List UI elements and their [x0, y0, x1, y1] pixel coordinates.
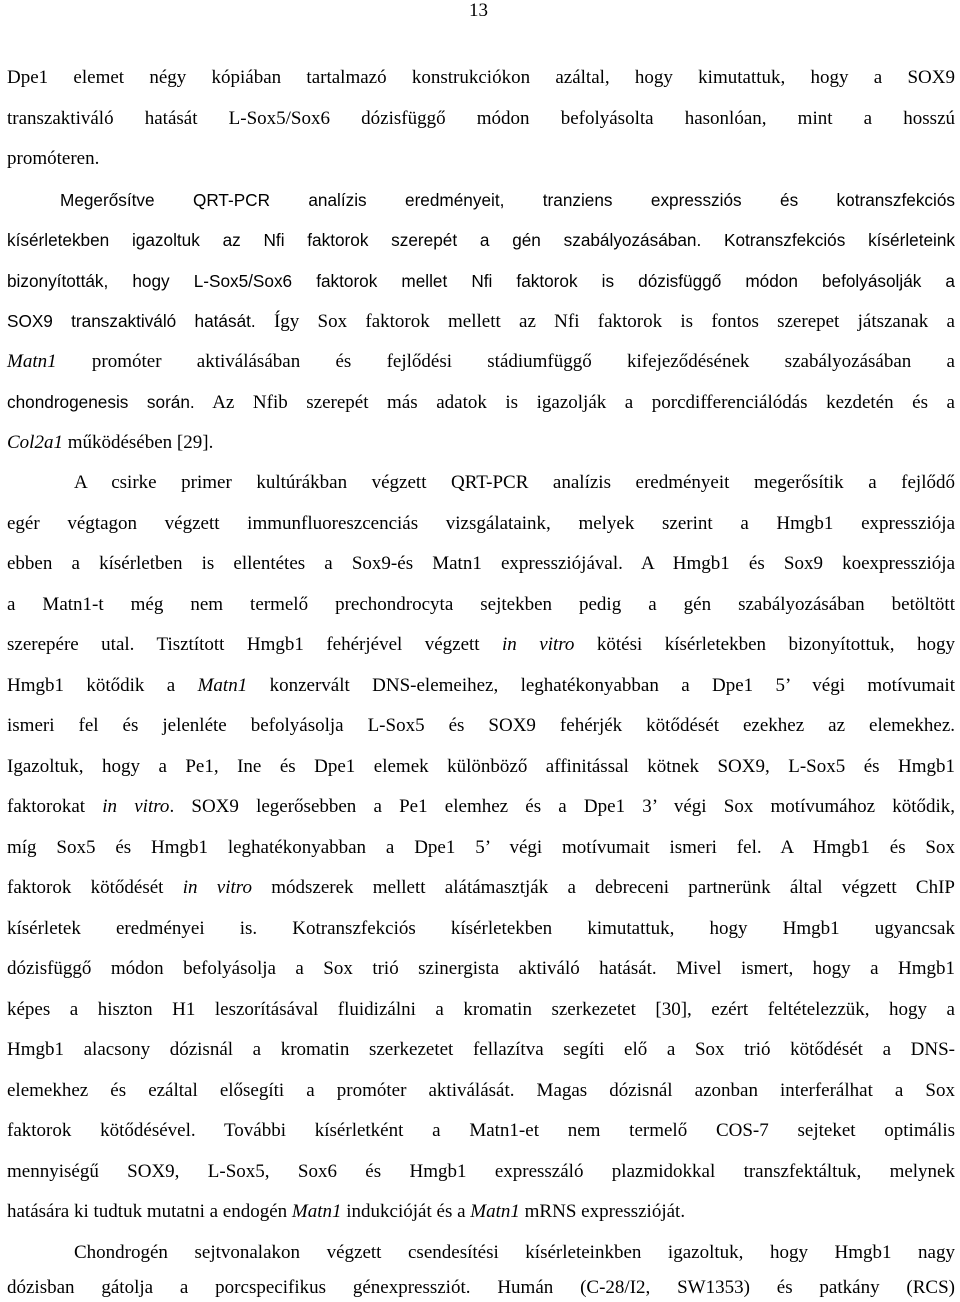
text-line: [7, 674, 955, 698]
text-line: [7, 957, 955, 981]
text-segment: Chondrogén sejtvonalakon végzett csendesítési kísérleteinkben igazoltuk, hogy Hmgb1 nagy: [74, 1242, 955, 1263]
text-segment: képes a hiszton H1 leszorításával fluidizálni a kromatin szerkezetet [30], ezért feltételezzük, hogy a: [7, 999, 955, 1020]
page-number: 13: [469, 0, 488, 21]
text-line: [7, 228, 955, 252]
italic-gene-name: Matn1: [470, 1201, 520, 1222]
text-line: [7, 147, 955, 171]
text-line: [7, 309, 955, 333]
text-line: [7, 1038, 955, 1062]
text-segment: Igazoltuk, hogy a Pe1, Ine és Dpe1 elemek különböző affinitással kötnek SOX9, L-Sox5 és Hmgb1: [7, 756, 955, 777]
text-line: [7, 431, 955, 455]
text-line: [7, 633, 955, 657]
text-segment: transzaktiváló hatását L-Sox5/Sox6 dózisfüggő módon befolyásolta hasonlóan, mint a hosszú: [7, 108, 955, 129]
italic-term: in vitro: [502, 634, 575, 655]
text-line: [7, 1160, 955, 1184]
text-segment: bizonyították, hogy L-Sox5/Sox6 faktorok mellet Nfi faktorok is dózisfüggő módon befolyásolják a: [7, 271, 955, 291]
italic-gene-name: Col2a1: [7, 432, 63, 453]
text-segment: Az Nfib szerepét más adatok is igazolják a porcdifferenciálódás kezdetén és a: [194, 392, 955, 413]
italic-gene-name: Matn1: [7, 351, 57, 372]
text-segment: hatására ki tudtuk mutatni a endogén: [7, 1201, 292, 1222]
text-segment: faktorok kötődését: [7, 877, 183, 898]
italic-gene-name: Matn1: [197, 675, 248, 696]
text-segment: kísérletek eredményei is. Kotranszfekciós kísérletekben kimutattuk, hogy Hmgb1 ugyancsak: [7, 918, 955, 939]
text-segment: Így Sox faktorok mellett az Nfi faktorok is fontos szerepet játszanak a: [255, 311, 955, 332]
text-segment: faktorok kötődésével. További kísérletként a Matn1-et nem termelő COS-7 sejteket optimális: [7, 1120, 955, 1141]
text-segment: promóteren.: [7, 148, 100, 169]
italic-gene-name: Matn1: [291, 1201, 342, 1222]
text-segment: chondrogenesis során.: [7, 392, 195, 412]
text-segment: dózisban gátolja a porcspecifikus génexpressziót. Humán (C-28/I2, SW1353) és patkány (RCS): [7, 1277, 955, 1298]
text-line: [7, 1276, 955, 1300]
text-segment: mRNS expresszióját.: [519, 1201, 686, 1222]
text-segment: elemekhez és ezáltal elősegíti a promóter aktiválását. Magas dózisnál azonban interferálhat a Sox: [7, 1080, 955, 1101]
text-line: [7, 1119, 955, 1143]
text-segment: dózisfüggő módon befolyásolja a Sox trió szinergista aktiváló hatását. Mivel ismert, hogy a Hmgb1: [7, 958, 955, 979]
text-line: [7, 66, 955, 90]
text-line: [60, 188, 955, 212]
text-segment: működésében [29].: [62, 432, 214, 453]
text-segment: Hmgb1 alacsony dózisnál a kromatin szerkezetet fellazítva segíti elő a Sox trió kötődését a DNS-: [7, 1039, 955, 1060]
text-line: [7, 390, 955, 414]
text-line: [7, 795, 955, 819]
text-line: [7, 1079, 955, 1103]
text-segment: mennyiségű SOX9, L-Sox5, Sox6 és Hmgb1 expresszáló plazmidokkal transzfektáltuk, melynek: [7, 1161, 955, 1182]
text-segment: ismeri fel és jelenléte befolyásolja L-Sox5 és SOX9 fehérjék kötődését ezekhez az elemekhez.: [7, 715, 955, 736]
text-segment: Megerősítve QRT-PCR analízis eredményeit, tranziens expressziós és kotranszfekciós: [60, 190, 955, 210]
text-segment: míg Sox5 és Hmgb1 leghatékonyabban a Dpe1 5’ végi motívumait ismeri fel. A Hmgb1 és Sox: [7, 837, 955, 858]
text-line: [7, 917, 955, 941]
text-line: [74, 471, 955, 495]
text-line: [7, 998, 955, 1022]
text-segment: SOX9 transzaktiváló hatását.: [7, 311, 256, 331]
text-segment: kísérletekben igazoltuk az Nfi faktorok szerepét a gén szabályozásában. Kotranszfekciós kísérleteink: [7, 230, 955, 250]
text-segment: faktorokat: [7, 796, 103, 817]
italic-term: in vitro: [182, 877, 252, 898]
text-line: [7, 836, 955, 860]
text-segment: módszerek mellett alátámasztják a debreceni partnerünk által végzett ChIP: [251, 877, 955, 898]
text-segment: szerepére utal. Tisztított Hmgb1 fehérjével végzett: [7, 634, 503, 655]
text-segment: A csirke primer kultúrákban végzett QRT-PCR analízis eredményeit megerősítik a fejlődő: [74, 472, 955, 493]
text-line: [7, 714, 955, 738]
text-line: [74, 1241, 955, 1265]
text-line: [7, 1200, 955, 1224]
text-line: [7, 350, 955, 374]
text-line: [7, 512, 955, 536]
text-segment: kötési kísérletekben bizonyítottuk, hogy: [574, 634, 955, 655]
text-line: [7, 269, 955, 293]
text-segment: promóter aktiválásában és fejlődési stádiumfüggő kifejeződésének szabályozásában a: [56, 351, 955, 372]
text-line: [7, 593, 955, 617]
text-line: [7, 107, 955, 131]
text-segment: Hmgb1 kötődik a: [7, 675, 198, 696]
text-segment: . SOX9 legerősebben a Pe1 elemhez és a Dpe1 3’ végi Sox motívumához kötődik,: [169, 796, 956, 817]
text-line: [7, 552, 955, 576]
text-segment: Dpe1 elemet négy kópiában tartalmazó konstrukciókon azáltal, hogy kimutattuk, hogy a SOX9: [7, 67, 955, 88]
text-line: [7, 876, 955, 900]
text-segment: konzervált DNS-elemeihez, leghatékonyabban a Dpe1 5’ végi motívumait: [247, 675, 955, 696]
text-line: [7, 755, 955, 779]
text-segment: egér végtagon végzett immunfluoreszcenciás vizsgálataink, melyek szerint a Hmgb1 expressziója: [7, 513, 955, 534]
text-segment: indukcióját és a: [341, 1201, 471, 1222]
text-segment: ebben a kísérletben is ellentétes a Sox9-és Matn1 expressziójával. A Hmgb1 és Sox9 koexpressziója: [7, 553, 955, 574]
text-segment: a Matn1-t még nem termelő prechondrocyta sejtekben pedig a gén szabályozásában betöltött: [7, 594, 955, 615]
italic-term: in vitro: [102, 796, 170, 817]
